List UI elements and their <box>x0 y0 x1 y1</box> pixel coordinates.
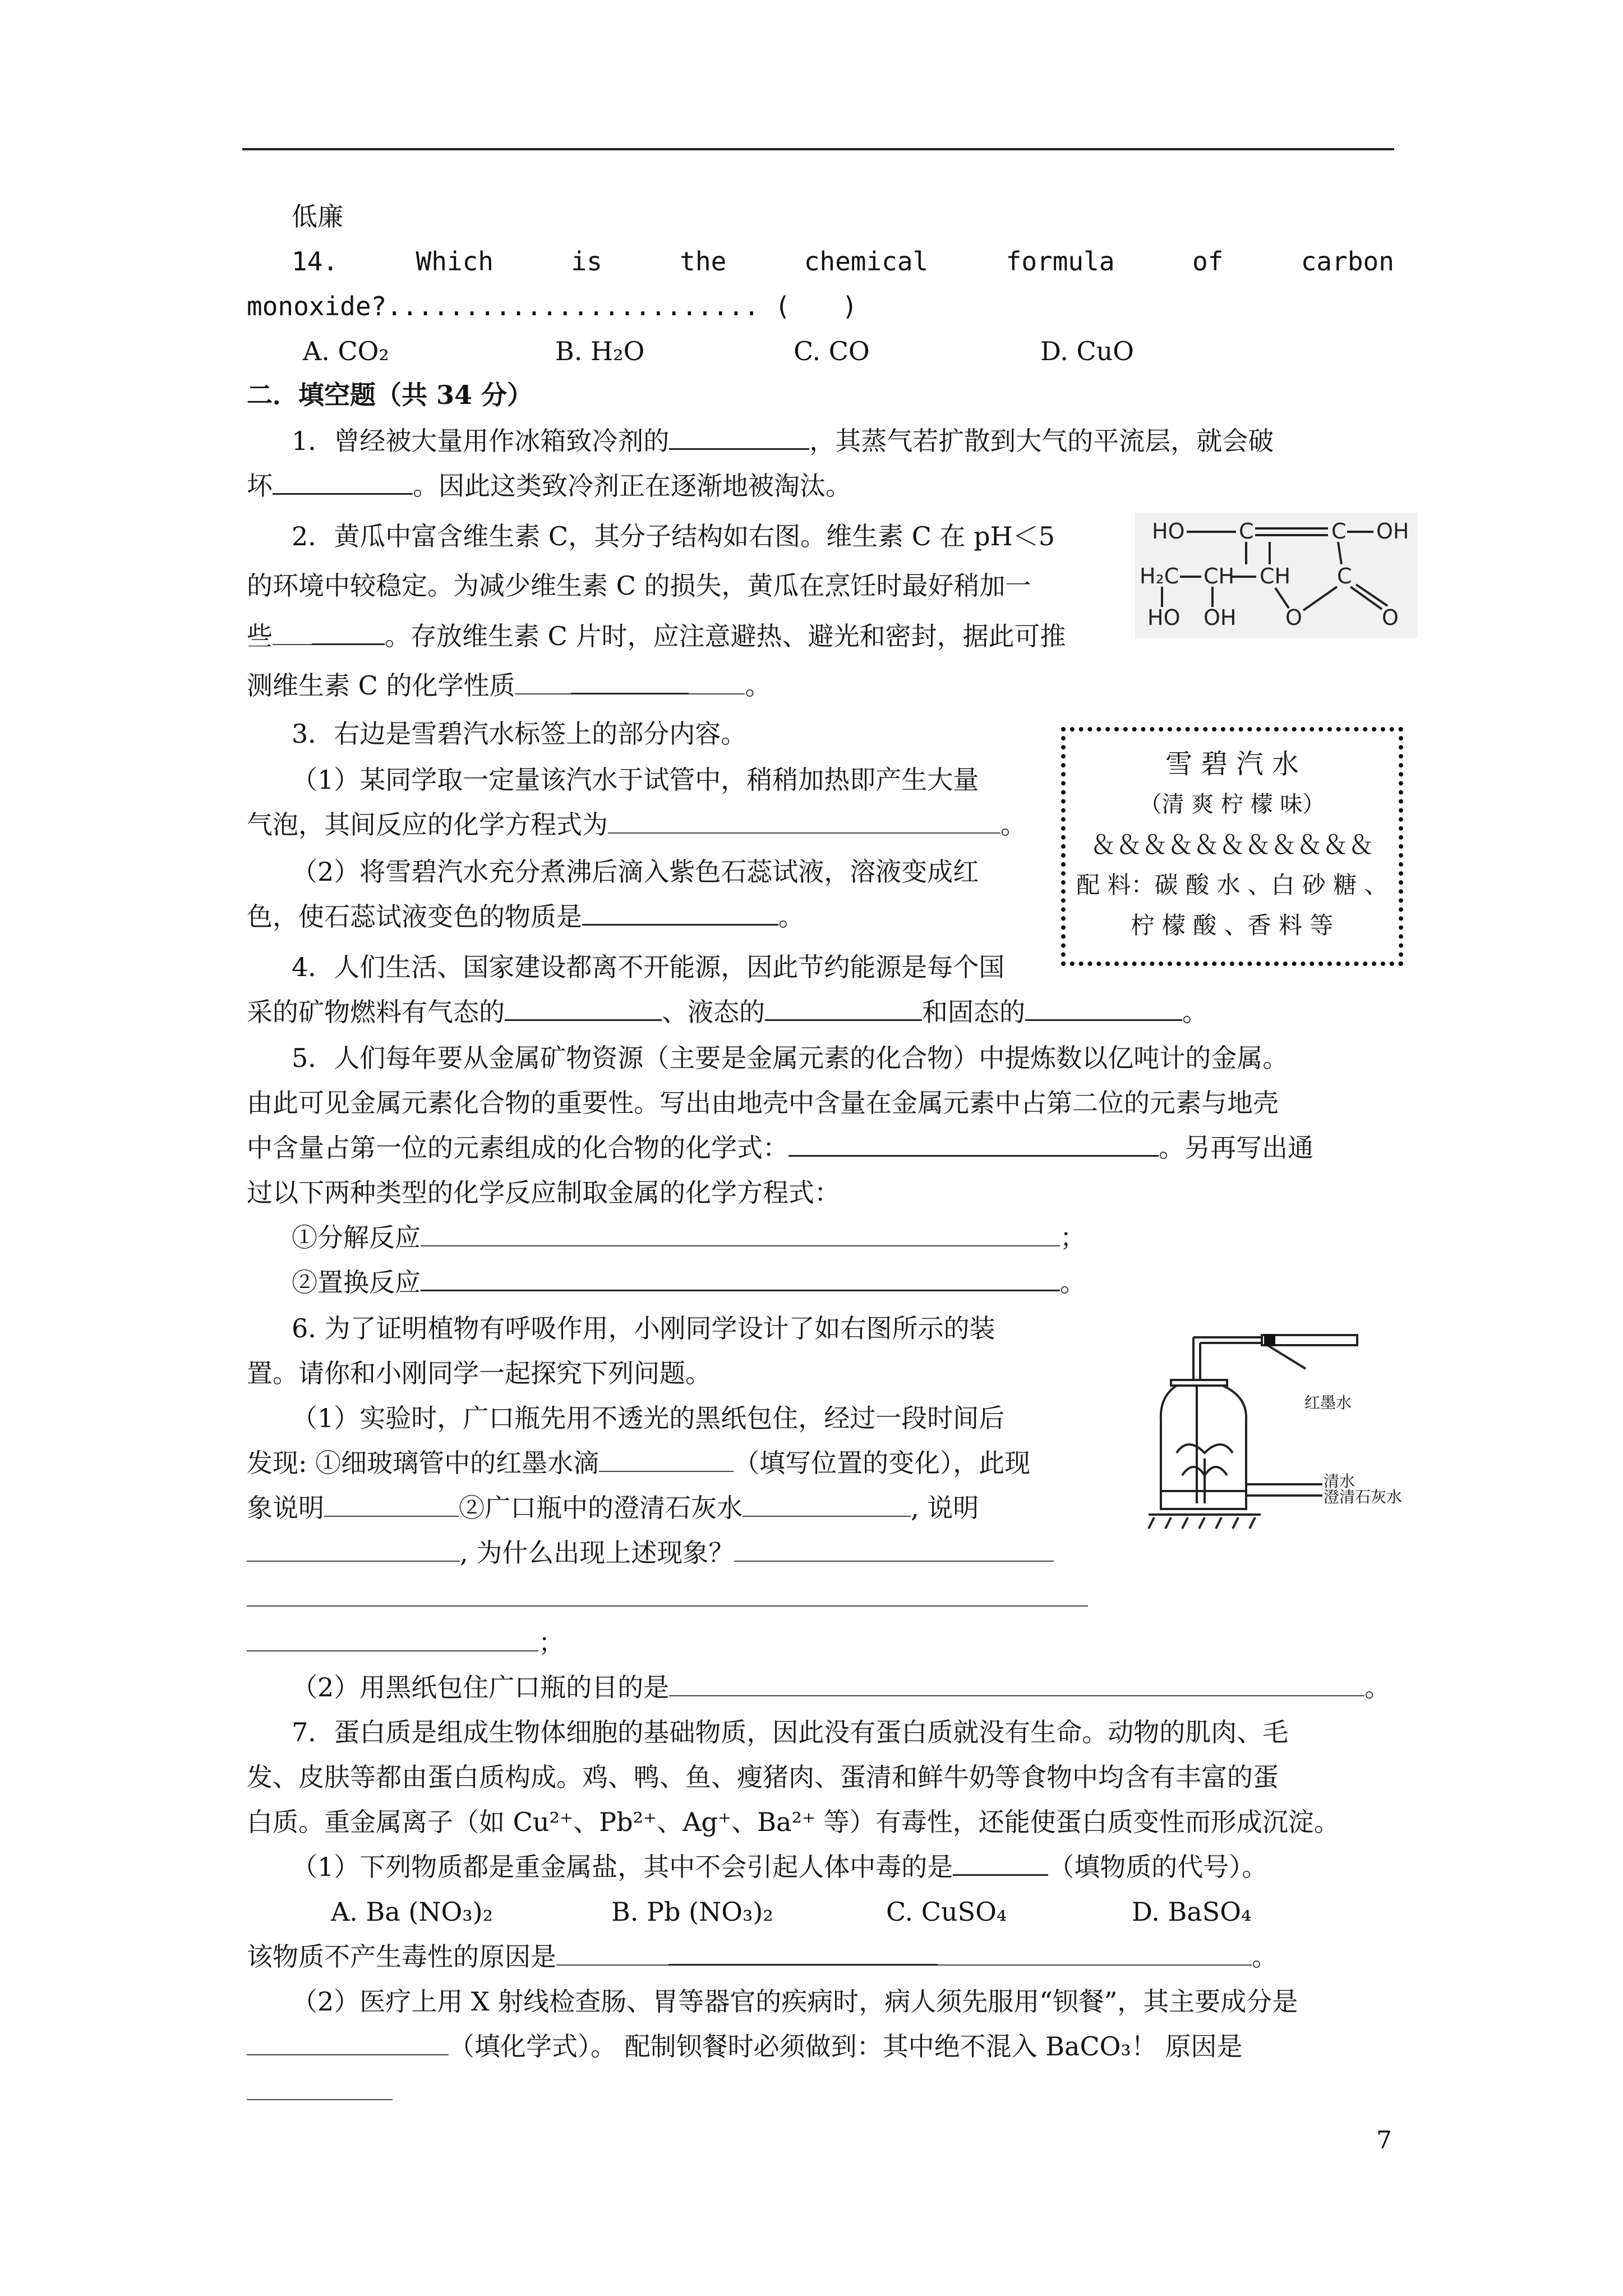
q3-blank-1 <box>608 803 1000 834</box>
q6-line2: 置。请你和小刚同学一起探究下列问题。 <box>247 1358 711 1388</box>
struct-label: CH <box>1204 564 1235 588</box>
q3-line1: 3．右边是雪碧汽水标签上的部分内容。 <box>292 719 747 749</box>
q5-line4: 过以下两种类型的化学反应制取金属的化学方程式： <box>247 1177 840 1208</box>
q5-text: 中含量占第一位的元素组成的化合物的化学式： <box>247 1133 789 1163</box>
q14-option-a: A. CO₂ <box>303 336 389 366</box>
struct-label: HO <box>1147 605 1181 630</box>
q6-line8 <box>247 1620 1396 1665</box>
label-subtitle: （清 爽 柠 檬 味） <box>1139 792 1325 817</box>
struct-label: C <box>1239 519 1254 544</box>
q5-line5 <box>292 1215 1441 1260</box>
q7-line1: 7．蛋白质是组成生物体细胞的基础物质，因此没有蛋白质就没有生命。动物的肌肉、毛 <box>292 1717 1289 1747</box>
label-title: 雪 碧 汽 水 <box>1165 748 1299 780</box>
q2-line4 <box>247 663 1396 708</box>
q6-blank-8 <box>669 1666 1364 1696</box>
page-number: 7 <box>1376 2126 1392 2155</box>
q6-text: 发现: ①细玻璃管中的红墨水滴 <box>247 1448 600 1478</box>
q7-blank-2 <box>668 1935 938 1966</box>
q7-line6 <box>247 1934 1396 1979</box>
q3-text: 。 <box>1000 809 1026 840</box>
q7-line9 <box>247 2069 1396 2114</box>
q14-word: Which <box>416 246 494 277</box>
respiration-apparatus-figure <box>1137 1324 1427 1537</box>
q5-blank-1 <box>789 1126 1159 1157</box>
q5-line3 <box>247 1125 1396 1170</box>
q7-line2: 发、皮肤等都由蛋白质构成。鸡、鸭、鱼、瘦猪肉、蛋清和鲜牛奶等食物中均含有丰富的蛋 <box>247 1762 1279 1792</box>
struct-label: OH <box>1376 519 1409 544</box>
q3-text: 色，使石蕊试液变色的物质是 <box>247 901 582 932</box>
q5-blank-3 <box>421 1260 1060 1291</box>
q2-blank-thin <box>515 664 571 694</box>
q4-text: 采的矿物燃料有气态的 <box>247 997 505 1027</box>
q6-blank-5 <box>734 1531 1054 1562</box>
q3-line2: （1）某同学取一定量该汽水于试管中，稍稍加热即产生大量 <box>292 765 979 795</box>
q6-text: （2）用黑纸包住广口瓶的目的是 <box>292 1672 670 1703</box>
q3-text: 气泡，其间反应的化学方程式为 <box>247 809 608 840</box>
q6-line3: （1）实验时，广口瓶先用不透光的黑纸包住，经过一段时间后 <box>292 1403 1005 1433</box>
q4-blank-1 <box>505 990 662 1021</box>
q5-blank-2 <box>421 1216 1060 1246</box>
q1-text: 。因此这类致冷剂正在逐渐地被淘汰。 <box>413 471 851 501</box>
q2-blank-2 <box>571 664 689 694</box>
q3-line4: （2）将雪碧汽水充分煮沸后滴入紫色石蕊试液，溶液变成红 <box>292 857 979 887</box>
q1-line1 <box>292 418 1441 463</box>
q4-text: 、液态的 <box>662 997 765 1027</box>
q6-blank-4 <box>247 1531 460 1562</box>
q7-option-d: D. BaSO₄ <box>1132 1897 1252 1927</box>
q7-line3: 白质。重金属离子（如 Cu²⁺、Pb²⁺、Ag⁺、Ba²⁺ 等）有毒性，还能使蛋白质变性而形成沉淀。 <box>247 1807 1340 1837</box>
q2-blank-thin <box>689 664 745 694</box>
q6-text: 象说明 <box>247 1493 324 1523</box>
q14-line2: monoxide?........................ ( ) <box>247 291 857 321</box>
q1-blank-2 <box>273 464 413 495</box>
q7-blank-1 <box>953 1845 1048 1876</box>
q1-line2 <box>247 463 1396 508</box>
q1-text: ，其蒸气若扩散到大气的平流层，就会破 <box>809 426 1274 456</box>
q2-text: 测维生素 C 的化学性质 <box>247 670 515 701</box>
header-rule <box>242 148 1394 150</box>
q2-blank-1 <box>312 614 385 645</box>
q6-line1: 6. 为了证明植物有呼吸作用，小刚同学设计了如右图所示的装 <box>292 1313 995 1343</box>
q7-line8 <box>247 2024 1396 2069</box>
q2-line1: 2．黄瓜中富含维生素 C，其分子结构如右图。维生素 C 在 pH＜5 <box>292 521 1055 551</box>
q4-text: 。 <box>1182 997 1208 1027</box>
q7-text: （填物质的代号）。 <box>1048 1852 1268 1882</box>
struct-label: H₂C <box>1140 564 1179 588</box>
q4-text: 和固态的 <box>922 997 1025 1027</box>
struct-label: HO <box>1152 519 1185 544</box>
q7-option-a: A. Ba (NO₃)₂ <box>331 1897 494 1927</box>
q6-text: （填写位置的变化），此现 <box>734 1448 1031 1478</box>
q6-blank-7 <box>247 1621 538 1651</box>
q7-text: （1）下列物质都是重金属盐，其中不会引起人体中毒的是 <box>292 1852 953 1882</box>
q14-word: formula <box>1006 246 1115 277</box>
q4-line1: 4．人们生活、国家建设都离不开能源，因此节约能源是每个国 <box>292 952 1005 982</box>
q7-text: 。 <box>1252 1941 1278 1972</box>
q6-text: 。 <box>1364 1672 1391 1703</box>
q14-word: carbon <box>1301 246 1394 277</box>
q5-text: ②置换反应 <box>292 1267 421 1297</box>
q14-word: is <box>571 246 602 277</box>
q7-line4 <box>292 1844 1441 1889</box>
q4-line2 <box>247 990 1396 1034</box>
struct-label: O <box>1285 605 1302 630</box>
q14-line1 <box>292 239 1394 284</box>
q6-text: , 说明 <box>911 1493 979 1523</box>
label-symbols: ＆＆＆＆＆＆＆＆＆＆＆ <box>1090 830 1374 860</box>
q5-text: 。 <box>1060 1267 1086 1297</box>
q1-text: 坏 <box>247 471 273 501</box>
label-ingredients-2: 柠 檬 酸 、香 料 等 <box>1131 912 1334 939</box>
vitamin-c-structure-figure <box>1135 513 1418 638</box>
q5-text: ； <box>1060 1222 1086 1253</box>
q7-option-b: B. Pb (NO₃)₂ <box>611 1897 773 1927</box>
struct-label: C <box>1337 564 1352 588</box>
q7-line7: （2）医疗上用 X 射线检查肠、胃等器官的疾病时，病人须先服用“钡餐”，其主要成分是 <box>292 1986 1298 2017</box>
q2-text: 。 <box>745 670 771 701</box>
q6-line7 <box>247 1575 1396 1620</box>
q14-option-d: D. CuO <box>1040 336 1135 366</box>
q5-line2: 由此可见金属元素化合物的重要性。写出由地壳中含量在金属元素中占第二位的元素与地壳 <box>247 1088 1279 1118</box>
q4-blank-2 <box>765 990 922 1021</box>
q7-blank-3 <box>247 2025 449 2055</box>
q7-blank-thin <box>938 1935 1252 1966</box>
q4-blank-3 <box>1025 990 1182 1021</box>
q6-text: ②广口瓶中的澄清石灰水 <box>459 1493 743 1523</box>
fig-label-limewater: 澄清石灰水 <box>1324 1488 1403 1506</box>
q2-blank-thin <box>273 615 312 645</box>
q7-option-c: C. CuSO₄ <box>886 1897 1007 1927</box>
q6-blank-3 <box>743 1487 911 1517</box>
q7-text: （填化学式）。 配制钡餐时必须做到：其中绝不混入 BaCO₃！ 原因是 <box>449 2031 1243 2062</box>
q7-text: 该物质不产生毒性的原因是 <box>247 1941 556 1972</box>
q14-option-c: C. CO <box>794 336 870 366</box>
q14-word: of <box>1192 246 1224 277</box>
q6-text: ； <box>538 1627 564 1658</box>
q14-word: 14. <box>292 246 339 277</box>
q6-blank-2 <box>324 1487 459 1517</box>
q1-blank-1 <box>669 419 809 450</box>
q5-line6 <box>292 1260 1441 1305</box>
vitamin-c-structure-diagram <box>1135 513 1418 638</box>
q6-blank-6 <box>247 1576 1088 1607</box>
q5-text: 。另再写出通 <box>1159 1133 1313 1163</box>
q14-option-b: B. H₂O <box>555 336 645 366</box>
q5-text: ①分解反应 <box>292 1222 421 1253</box>
struct-label: O <box>1382 605 1399 630</box>
q3-blank-2 <box>582 895 778 926</box>
ink-drop-marker <box>1264 1334 1275 1346</box>
struct-label: C <box>1331 519 1347 544</box>
q14-word: chemical <box>804 246 929 277</box>
q5-line1: 5．人们每年要从金属矿物资源（主要是金属元素的化合物）中提炼数以亿吨计的金属。 <box>292 1043 1289 1073</box>
struct-label: OH <box>1204 605 1237 630</box>
fig-label-red-ink: 红墨水 <box>1304 1393 1352 1412</box>
q6-line9 <box>292 1665 1441 1710</box>
sprite-label-box <box>1061 727 1403 966</box>
q7-blank-4 <box>247 2070 393 2100</box>
top-fragment: 低廉 <box>292 201 343 232</box>
q6-blank-1 <box>599 1442 734 1472</box>
q1-text: 1．曾经被大量用作冰箱致冷剂的 <box>292 426 670 456</box>
q14-word: the <box>680 246 727 277</box>
fig-label-water: 清水 <box>1324 1472 1355 1490</box>
q3-text: 。 <box>778 901 804 932</box>
q7-blank-thin <box>556 1935 668 1966</box>
q6-text: , 为什么出现上述现象？ <box>460 1538 735 1568</box>
section-title: 二．填空题（共 34 分） <box>247 380 533 410</box>
respiration-apparatus-diagram <box>1137 1324 1427 1537</box>
q2-text: 。存放维生素 C 片时，应注意避热、避光和密封，据此可推 <box>385 621 1066 651</box>
struct-label: CH <box>1260 564 1291 588</box>
q2-text: 些 <box>247 621 273 651</box>
label-ingredients-1: 配 料：碳 酸 水 、白 砂 糖 、 <box>1076 871 1388 899</box>
q2-line2: 的环境中较稳定。为减少维生素 C 的损失，黄瓜在烹饪时最好稍加一 <box>247 570 1031 601</box>
